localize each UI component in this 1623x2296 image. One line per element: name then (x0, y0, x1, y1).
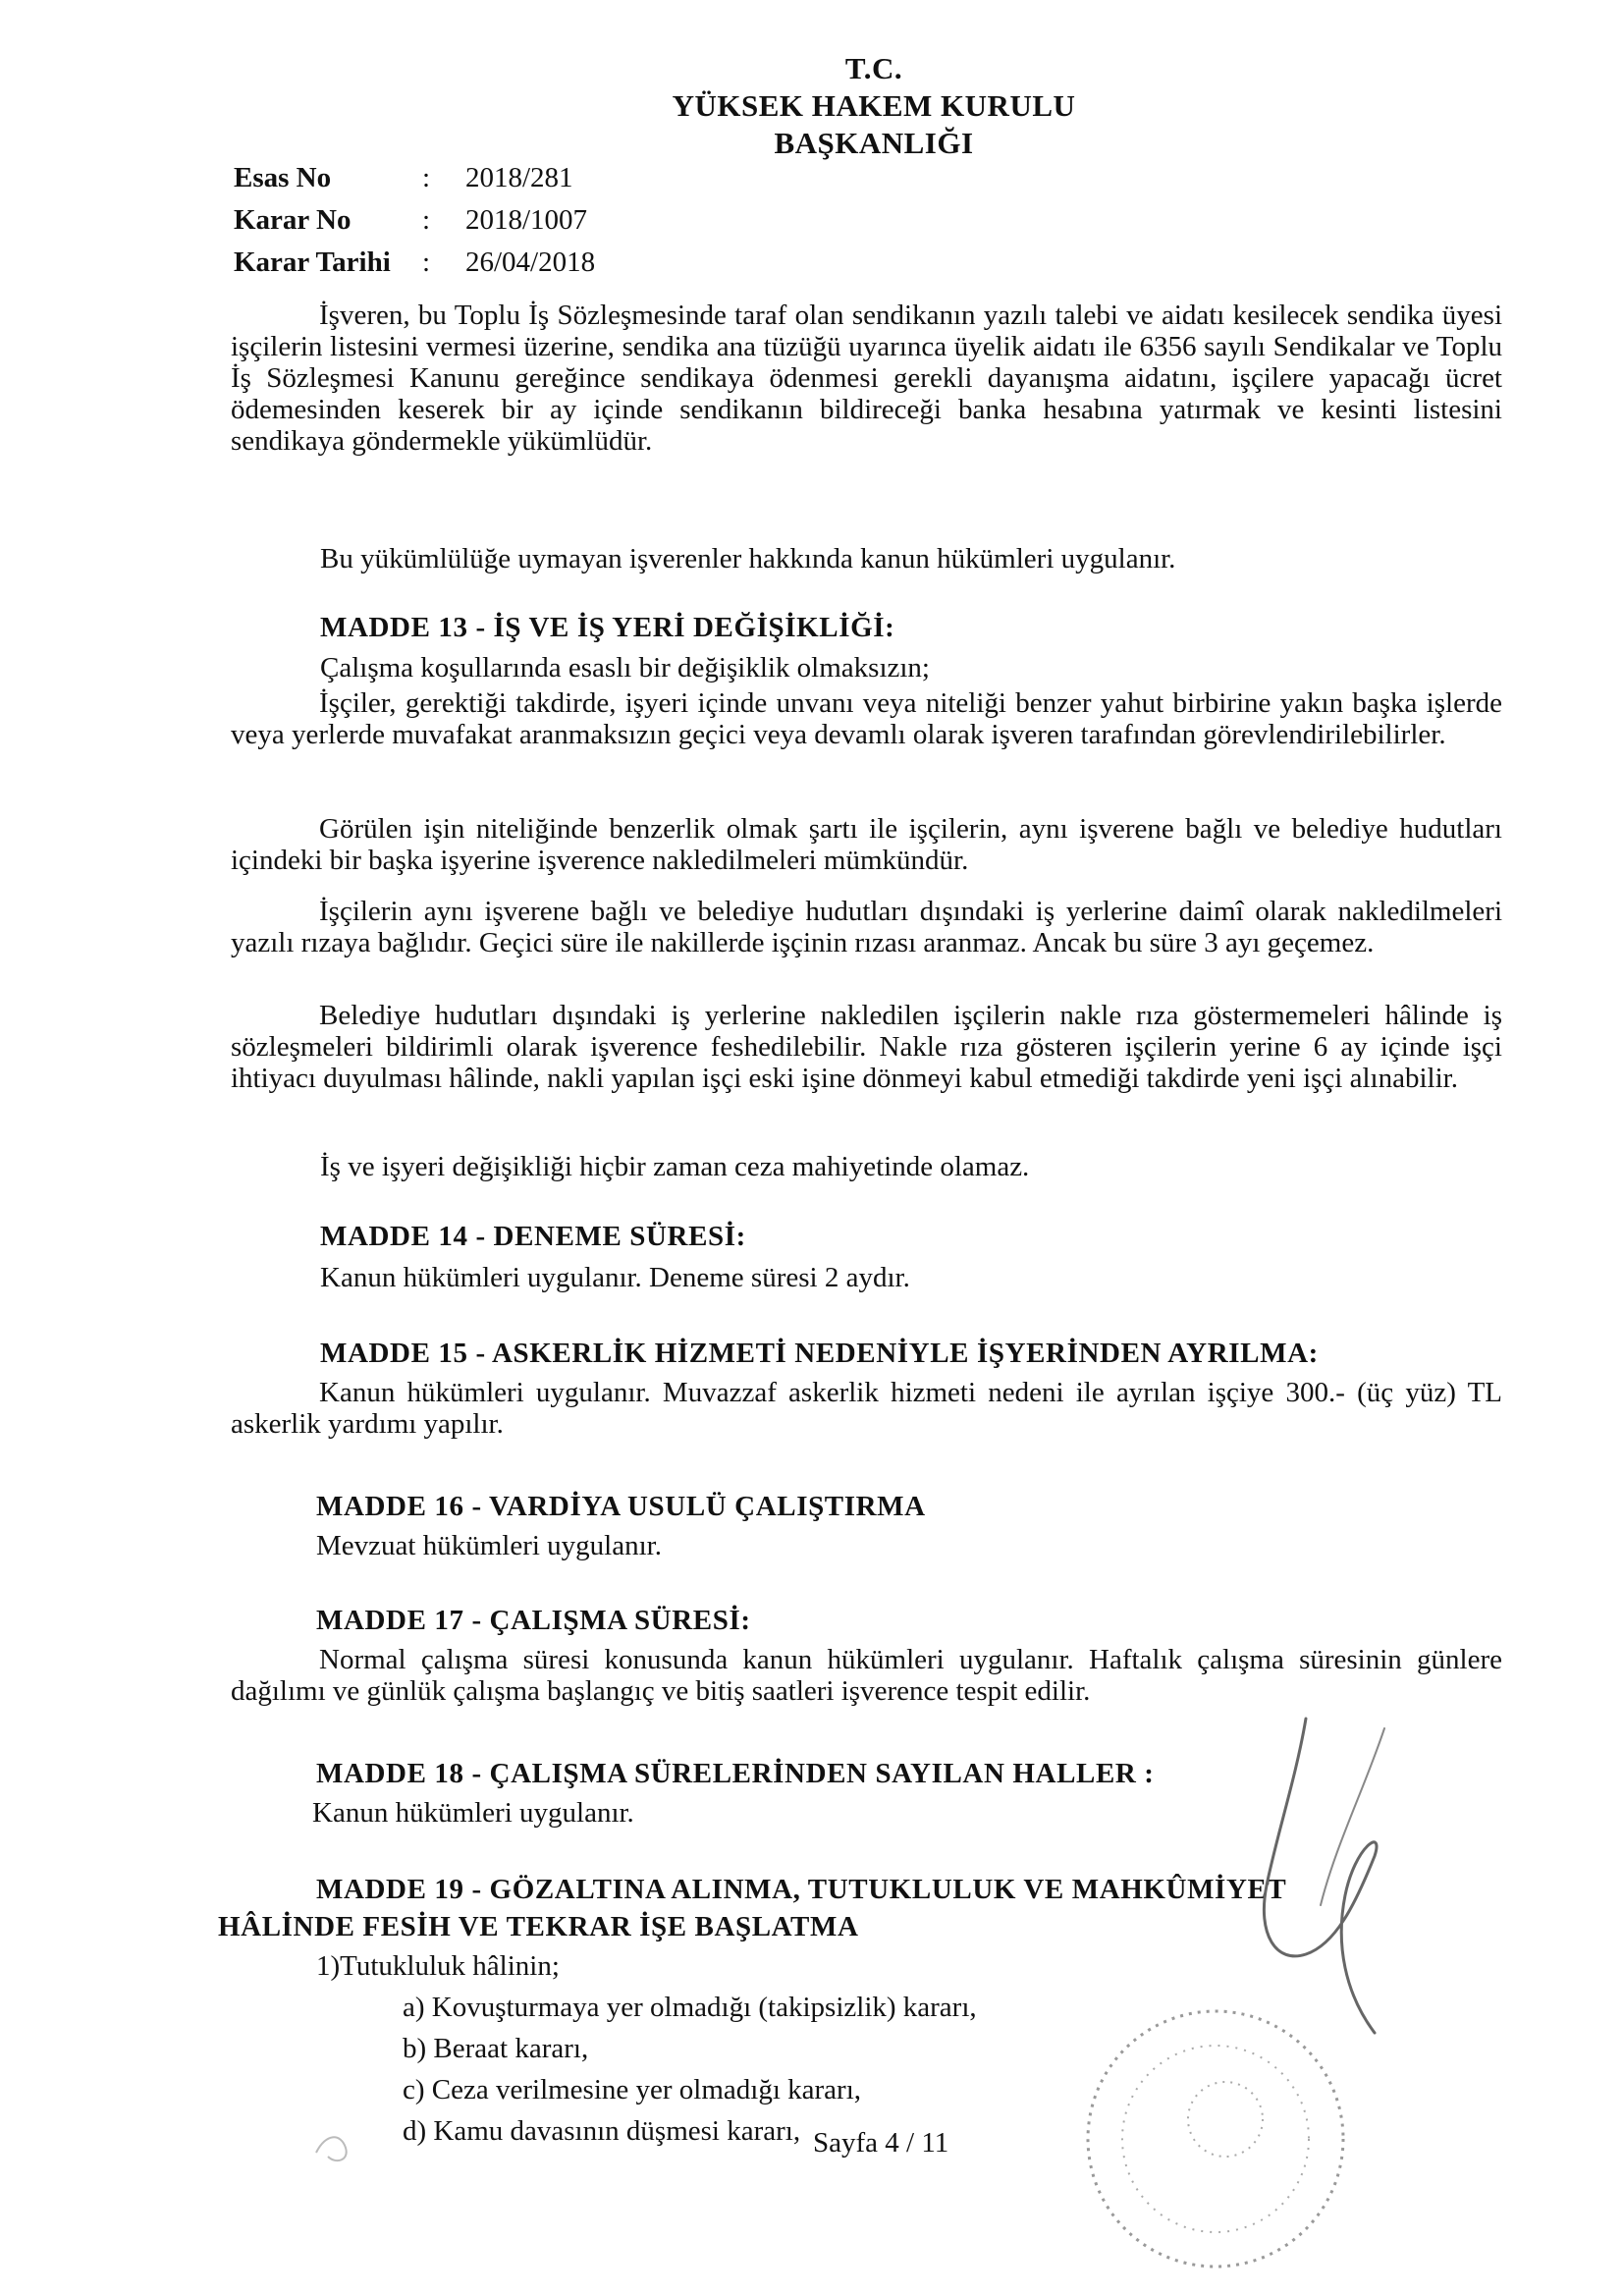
list-item: d) Kamu davasının düşmesi kararı, (403, 2115, 801, 2147)
intro-paragraph-2: Bu yükümlülüğe uymayan işverenler hakkında kanun hükümleri uygulanır. (320, 543, 1176, 574)
meta-esas-no (234, 157, 595, 199)
article-13-heading: MADDE 13 - İŞ VE İŞ YERİ DEĞİŞİKLİĞİ: (320, 612, 895, 643)
list-item: b) Beraat kararı, (403, 2033, 589, 2064)
case-meta (234, 157, 595, 284)
meta-value: 26/04/2018 (465, 246, 596, 278)
article-13-paragraph-2: Görülen işin niteliğinde benzerlik olmak şartı ile işçilerin, aynı işverene bağlı ve belediye hudutları içindeki bir başka işyerine işverence nakledilmeleri mümkündür. (231, 813, 1502, 876)
list-item: a) Kovuşturmaya yer olmadığı (takipsizlik) kararı, (403, 1992, 977, 2023)
article-17-heading: MADDE 17 - ÇALIŞMA SÜRESİ: (316, 1605, 751, 1636)
article-19-heading-line-2: HÂLİNDE FESİH VE TEKRAR İŞE BAŞLATMA (218, 1911, 859, 1942)
meta-separator: : (422, 246, 431, 278)
article-16-text: Mevzuat hükümleri uygulanır. (316, 1530, 662, 1561)
article-16-heading: MADDE 16 - VARDİYA USULÜ ÇALIŞTIRMA (316, 1491, 926, 1522)
page-number: Sayfa 4 / 11 (813, 2127, 949, 2159)
meta-label: Esas No (234, 162, 332, 193)
header-department: BAŞKANLIĞI (774, 126, 974, 160)
article-18-heading: MADDE 18 - ÇALIŞMA SÜRELERİNDEN SAYILAN HALLER : (316, 1758, 1155, 1789)
article-14-text: Kanun hükümleri uygulanır. Deneme süresi 2 aydır. (320, 1262, 910, 1293)
meta-label: Karar No (234, 204, 352, 236)
meta-separator: : (422, 162, 431, 193)
article-19-subheading: 1)Tutukluluk hâlinin; (316, 1950, 560, 1982)
article-13-paragraph-1: İşçiler, gerektiği takdirde, işyeri içinde unvanı veya niteliği benzer yahut birbirine yakın başka işlerde veya yerlerde muvafakat aranmaksızın geçici veya devamlı olarak işveren tarafından görevlendirilebilirler. (231, 687, 1502, 750)
header-institution: YÜKSEK HAKEM KURULU (672, 88, 1076, 123)
meta-value: 2018/1007 (465, 204, 588, 236)
article-15-heading: MADDE 15 - ASKERLİK HİZMETİ NEDENİYLE İŞYERİNDEN AYRILMA: (320, 1338, 1319, 1369)
meta-value: 2018/281 (465, 162, 573, 193)
article-13-line-1: Çalışma koşullarında esaslı bir değişiklik olmaksızın; (320, 652, 930, 683)
article-13-line-2: İş ve işyeri değişikliği hiçbir zaman ceza mahiyetinde olamaz. (320, 1151, 1030, 1182)
article-14-heading: MADDE 14 - DENEME SÜRESİ: (320, 1221, 746, 1252)
article-17-text: Normal çalışma süresi konusunda kanun hükümleri uygulanır. Haftalık çalışma süresinin günlere dağılımı ve günlük çalışma başlangıç ve bitiş saatleri işverence tespit edilir. (231, 1644, 1502, 1707)
article-13-paragraph-4: Belediye hudutları dışındaki iş yerlerine nakledilen işçilerin nakle rıza göstermemeleri hâlinde iş sözleşmeleri bildirimli olarak işverence feshedilebilir. Nakle rıza gösteren işçilerin yerine 6 ay içinde işçi ihtiyacı duyulması hâlinde, nakli yapılan işçi eski işine dönmeyi kabul etmediği takdirde yeni işçi alınabilir. (231, 1000, 1502, 1094)
header-tc: T.C. (844, 51, 903, 85)
article-15-text: Kanun hükümleri uygulanır. Muvazzaf askerlik hizmeti nedeni ile ayrılan işçiye 300.- (üç yüz) TL askerlik yardımı yapılır. (231, 1377, 1502, 1440)
intro-paragraph-1: İşveren, bu Toplu İş Sözleşmesinde taraf olan sendikanın yazılı talebi ve aidatı kesilecek sendika üyesi işçilerin listesini vermesi üzerine, sendika ana tüzüğü uyarınca üyelik aidatı ile 6356 sayılı Sendikalar ve Toplu İş Sözleşmesi Kanunu gereğince sendikaya ödenmesi gerekli dayanışma aidatını, işçilere yapacağı ücret ödemesinden keserek bir ay içinde sendikanın bildireceği banka hesabına yatırmak ve kesinti listesini sendikaya göndermekle yükümlüdür. (231, 300, 1502, 457)
article-19-heading-line-1: MADDE 19 - GÖZALTINA ALINMA, TUTUKLULUK VE MAHKÛMİYET (316, 1874, 1287, 1905)
list-item: c) Ceza verilmesine yer olmadığı kararı, (403, 2074, 862, 2105)
meta-separator: : (422, 204, 431, 236)
meta-karar-tarihi (234, 242, 595, 284)
margin-scribble (306, 2113, 365, 2172)
article-13-paragraph-3: İşçilerin aynı işverene bağlı ve belediye hudutları dışındaki iş yerlerine daimî olarak nakledilmeleri yazılı rızaya bağlıdır. Geçici süre ile nakillerde işçinin rızası aranmaz. Ancak bu süre 3 ayı geçemez. (231, 896, 1502, 958)
meta-karar-no (234, 199, 595, 242)
seal-stamp (1068, 1992, 1363, 2286)
article-18-text: Kanun hükümleri uygulanır. (312, 1797, 634, 1829)
meta-label: Karar Tarihi (234, 246, 391, 278)
